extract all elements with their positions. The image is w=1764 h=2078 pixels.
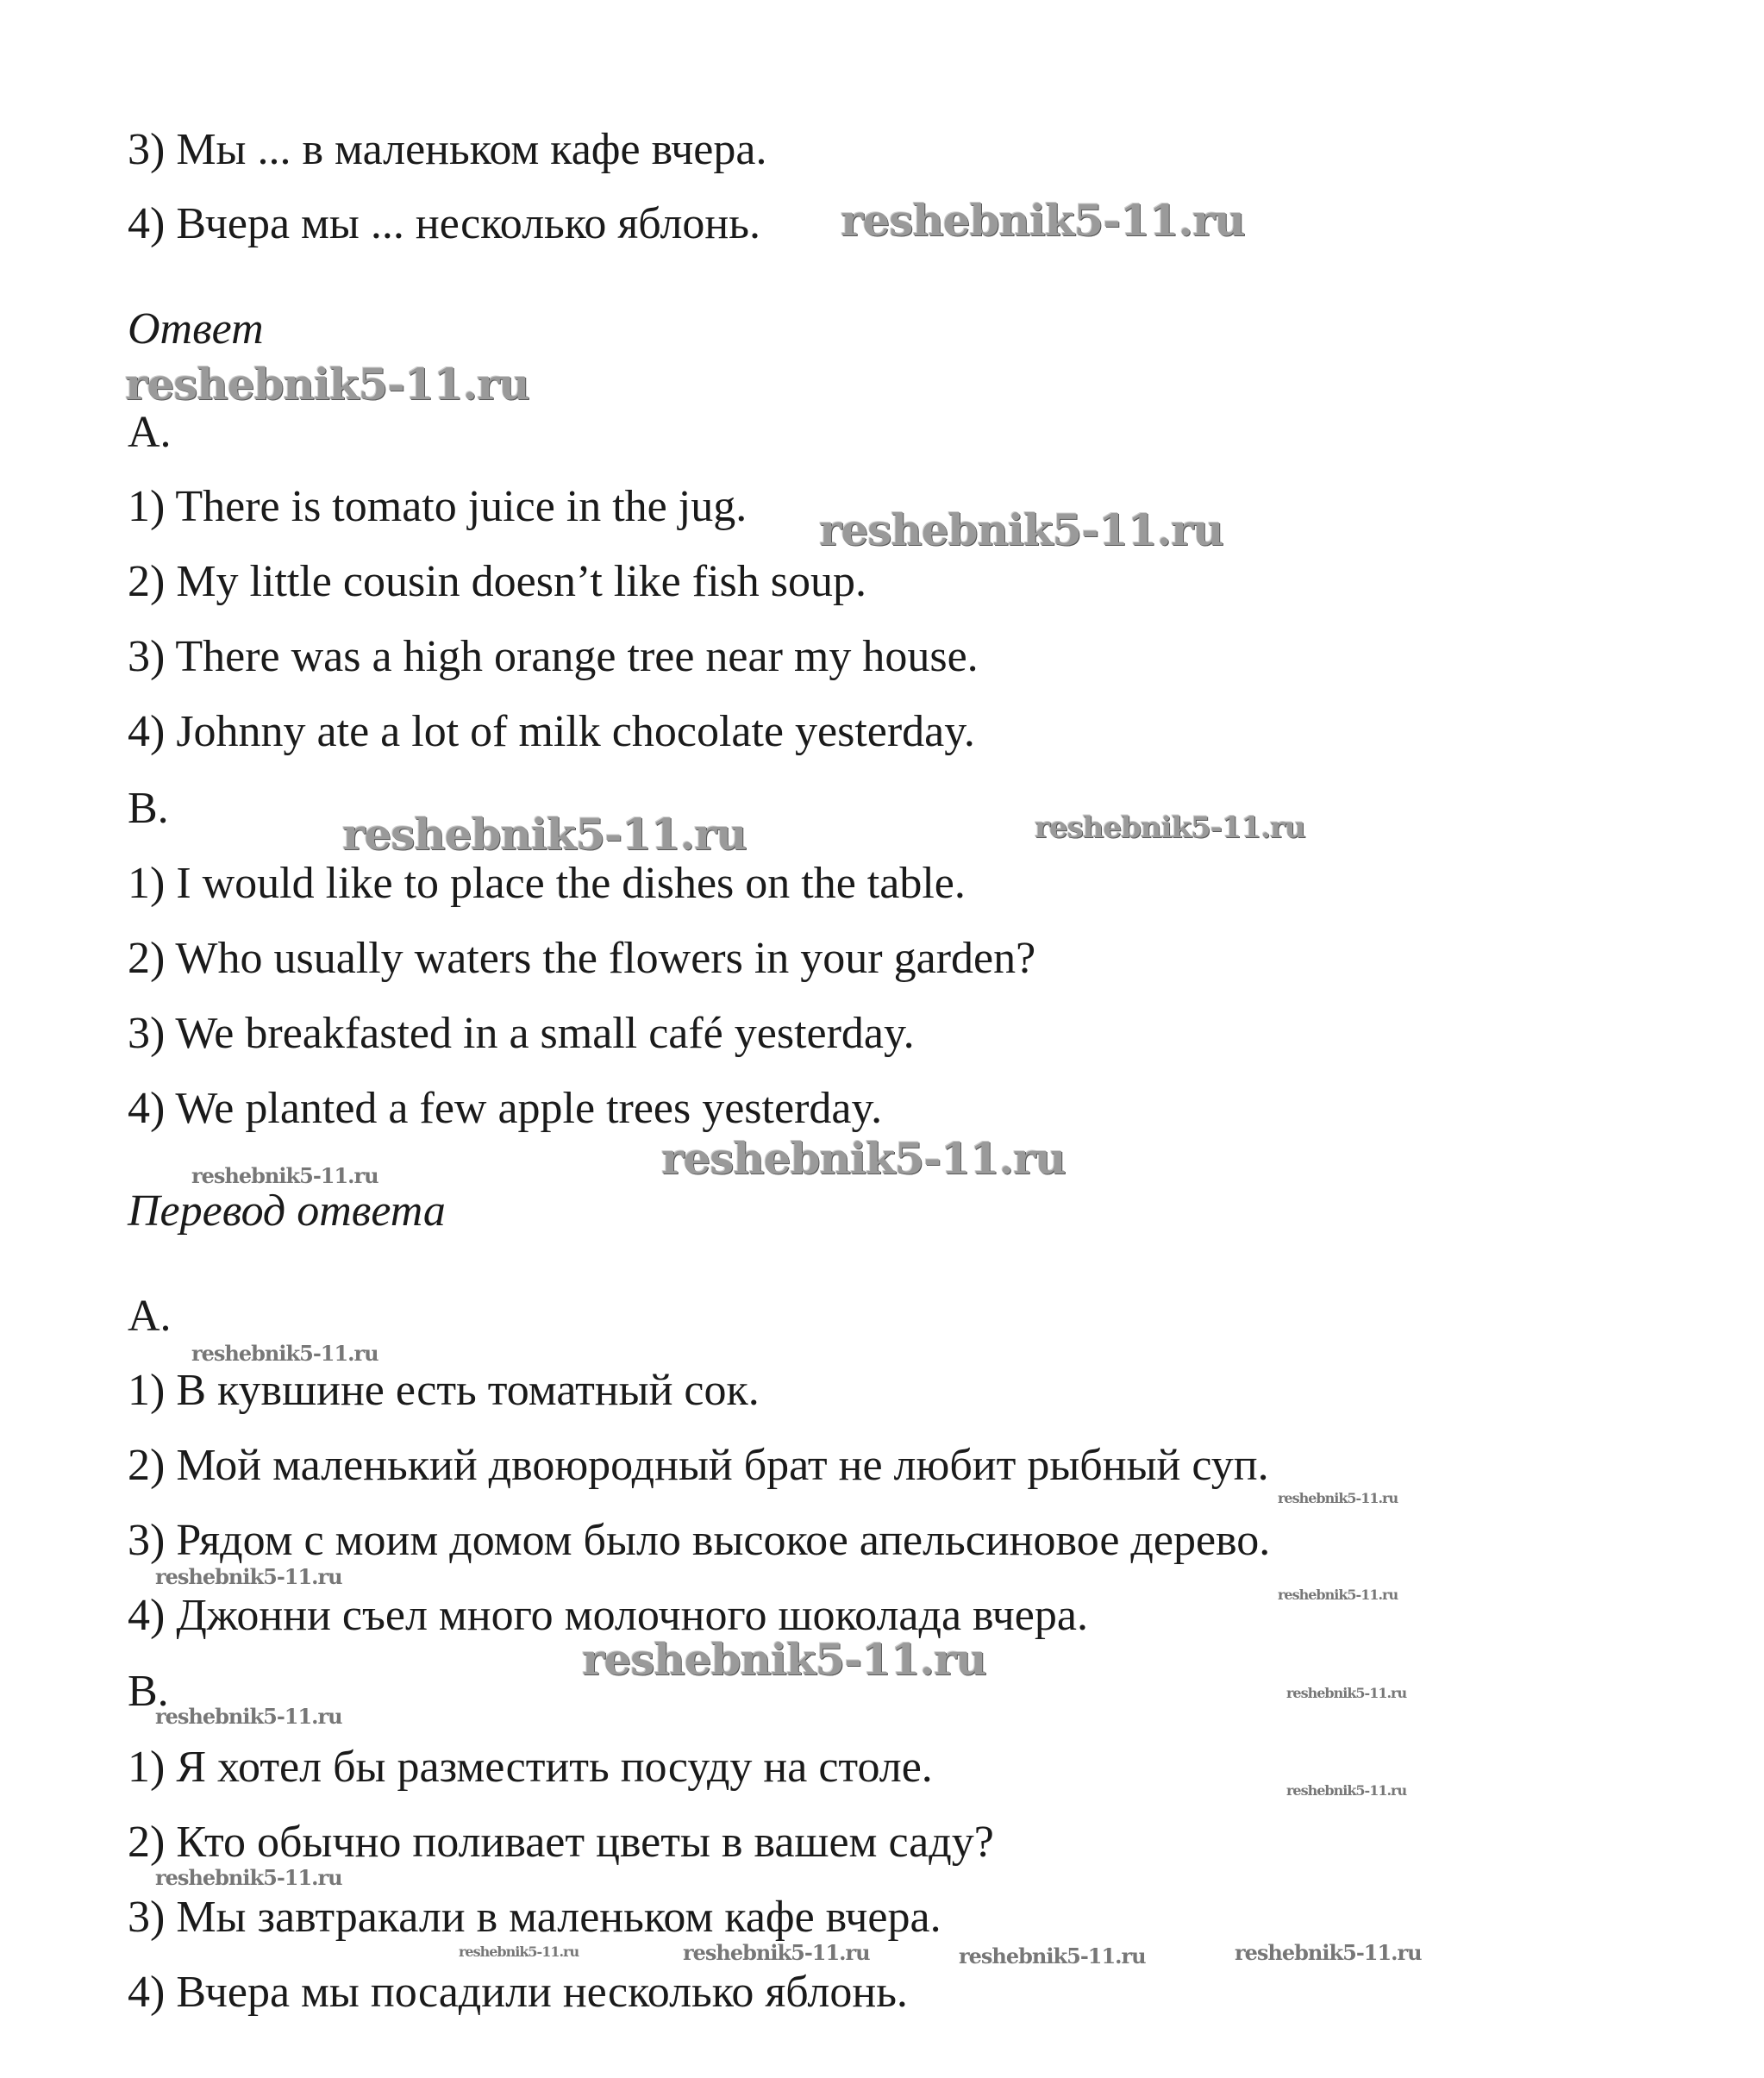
answer-b-item-4: 4) We planted a few apple trees yesterday. [128, 1084, 883, 1133]
watermark: reshebnik5-11.ru [155, 1865, 342, 1890]
answer-a-item-2: 2) My little cousin doesn’t like fish soup. [128, 557, 866, 606]
watermark: reshebnik5-11.ru [1278, 1587, 1398, 1603]
watermark: reshebnik5-11.ru [155, 1564, 342, 1589]
watermark: reshebnik5-11.ru [191, 1341, 378, 1366]
watermark: reshebnik5-11.ru [582, 1634, 986, 1685]
watermark: reshebnik5-11.ru [1286, 1782, 1407, 1799]
answer-part-a-label: A. [128, 408, 172, 457]
translation-b-item-3: 3) Мы завтракали в маленьком кафе вчера. [128, 1893, 941, 1942]
watermark: reshebnik5-11.ru [683, 1940, 870, 1965]
answer-heading: Ответ [128, 304, 264, 354]
translation-part-b-label: B. [128, 1667, 169, 1716]
watermark: reshebnik5-11.ru [155, 1704, 342, 1729]
watermark: reshebnik5-11.ru [819, 504, 1223, 555]
watermark: reshebnik5-11.ru [342, 809, 747, 860]
translation-b-item-4: 4) Вчера мы посадили несколько яблонь. [128, 1968, 908, 2017]
translation-a-item-2: 2) Мой маленький двоюродный брат не любит рыбный суп. [128, 1441, 1269, 1490]
answer-a-item-3: 3) There was a high orange tree near my house. [128, 632, 979, 681]
answer-b-item-3: 3) We breakfasted in a small café yesterday. [128, 1009, 915, 1058]
watermark: reshebnik5-11.ru [191, 1163, 378, 1188]
translation-part-a-label: A. [128, 1292, 172, 1341]
translation-a-item-4: 4) Джонни съел много молочного шоколада вчера. [128, 1591, 1088, 1640]
watermark: reshebnik5-11.ru [661, 1133, 1066, 1184]
translation-a-item-1: 1) В кувшине есть томатный сок. [128, 1366, 760, 1415]
translation-heading: Перевод ответа [128, 1186, 446, 1236]
watermark: reshebnik5-11.ru [125, 359, 529, 410]
translation-b-item-2: 2) Кто обычно поливает цветы в вашем саду? [128, 1818, 994, 1867]
watermark: reshebnik5-11.ru [1235, 1940, 1422, 1965]
watermark: reshebnik5-11.ru [1035, 811, 1305, 845]
watermark: reshebnik5-11.ru [1286, 1685, 1407, 1701]
answer-part-b-label: B. [128, 784, 169, 833]
watermark: reshebnik5-11.ru [959, 1943, 1146, 1968]
answer-b-item-1: 1) I would like to place the dishes on the table. [128, 859, 966, 908]
translation-b-item-1: 1) Я хотел бы разместить посуду на столе. [128, 1743, 933, 1792]
watermark: reshebnik5-11.ru [459, 1943, 579, 1960]
answer-a-item-1: 1) There is tomato juice in the jug. [128, 482, 748, 531]
question-line-3: 3) Мы ... в маленьком кафе вчера. [128, 125, 767, 174]
translation-a-item-3: 3) Рядом с моим домом было высокое апельсиновое дерево. [128, 1516, 1271, 1565]
watermark: reshebnik5-11.ru [841, 195, 1245, 246]
answer-a-item-4: 4) Johnny ate a lot of milk chocolate yesterday. [128, 707, 975, 756]
question-line-4: 4) Вчера мы ... несколько яблонь. [128, 199, 760, 248]
answer-b-item-2: 2) Who usually waters the flowers in your garden? [128, 934, 1036, 983]
watermark: reshebnik5-11.ru [1278, 1490, 1398, 1506]
